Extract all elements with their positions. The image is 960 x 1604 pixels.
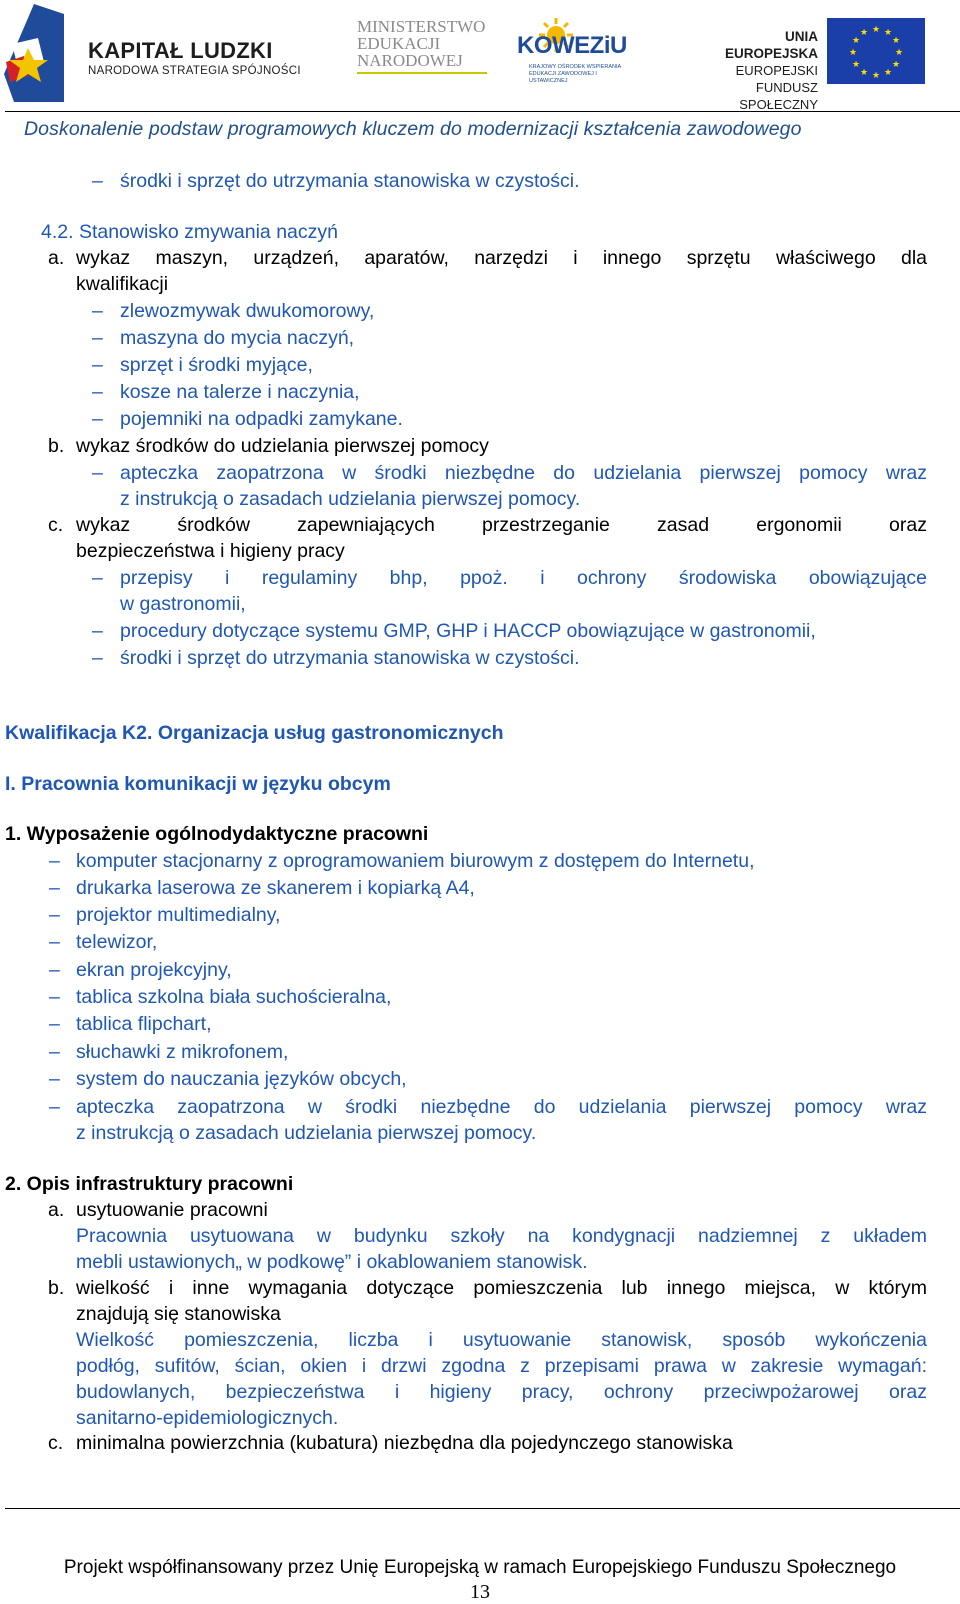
koweziu-name: KOWEZiU bbox=[517, 32, 627, 59]
list-item: ekran projekcyjny, bbox=[76, 959, 232, 981]
ministerstwo-logo bbox=[357, 18, 487, 74]
list-text-c-line-2: bezpieczeństwa i higieny pracy bbox=[76, 540, 345, 562]
svg-text:★: ★ bbox=[859, 68, 869, 78]
ministerstwo-line-3: NARODOWEJ bbox=[357, 51, 463, 70]
list-item: pojemniki na odpadki zamykane. bbox=[120, 408, 403, 430]
dash-bullet: – bbox=[92, 567, 103, 589]
ue-line-1: UNIA EUROPEJSKA bbox=[724, 29, 818, 61]
dash-bullet: – bbox=[49, 877, 60, 899]
koweziu-sub-1: KRAJOWY OŚRODEK WSPIERANIA bbox=[529, 64, 622, 70]
svg-text:★: ★ bbox=[851, 60, 861, 70]
svg-text:★: ★ bbox=[871, 25, 881, 35]
paragraph-line: budowlanych, bezpieczeństwa i higieny pracy, ochrony przeciwpożarowej oraz bbox=[76, 1381, 927, 1403]
svg-text:★: ★ bbox=[848, 48, 858, 58]
dash-bullet: – bbox=[49, 1013, 60, 1035]
koweziu-sub-2: EDUKACJI ZAWODOWEJ I USTAWICZNEJ bbox=[529, 71, 597, 84]
dash-bullet: – bbox=[49, 1068, 60, 1090]
dash-bullet: – bbox=[49, 1041, 60, 1063]
list-item: tablica szkolna biała suchościeralna, bbox=[76, 986, 392, 1008]
dash-bullet: – bbox=[92, 462, 103, 484]
list-text-a: usytuowanie pracowni bbox=[76, 1199, 268, 1221]
list-text-a-line-2: kwalifikacji bbox=[76, 273, 169, 295]
dash-bullet: – bbox=[92, 408, 103, 430]
ministerstwo-line-2: EDUKACJI bbox=[357, 34, 441, 53]
page-number: 13 bbox=[470, 1581, 490, 1603]
dash-bullet: – bbox=[49, 904, 60, 926]
ue-text bbox=[690, 28, 818, 113]
list-text-b-line-2: znajdują się stanowiska bbox=[76, 1303, 281, 1325]
list-item: projektor multimedialny, bbox=[76, 904, 281, 926]
paragraph-line: Wielkość pomieszczenia, liczba i usytuowanie stanowisk, sposób wykończenia bbox=[76, 1329, 927, 1351]
list-item: procedury dotyczące systemu GMP, GHP i HACCP obowiązujące w gastronomii, bbox=[120, 620, 816, 642]
list-item: słuchawki z mikrofonem, bbox=[76, 1041, 289, 1063]
list-item: system do nauczania języków obcych, bbox=[76, 1068, 407, 1090]
list-text-c-line-1: wykaz środków zapewniających przestrzeganie zasad ergonomii oraz bbox=[76, 514, 927, 536]
list-item: apteczka zaopatrzona w środki niezbędne do udzielania pierwszej pomocy wraz bbox=[120, 462, 927, 484]
logo-bar bbox=[0, 0, 960, 112]
ministerstwo-line-1: MINISTERSTWO bbox=[357, 17, 486, 36]
svg-text:★: ★ bbox=[859, 28, 869, 38]
dash-bullet: – bbox=[49, 850, 60, 872]
footer-text: Projekt współfinansowany przez Unię Europejską w ramach Europejskiego Funduszu Społecznego bbox=[63, 1557, 897, 1578]
document-header: Doskonalenie podstaw programowych kluczem do modernizacji kształcenia zawodowego bbox=[24, 118, 802, 140]
paragraph-line: Pracownia usytuowana w budynku szkoły na kondygnacji nadziemnej z układem bbox=[76, 1225, 927, 1247]
dash-bullet: – bbox=[49, 931, 60, 953]
dash-bullet: – bbox=[92, 300, 103, 322]
dash-bullet: – bbox=[49, 986, 60, 1008]
svg-text:★: ★ bbox=[871, 71, 881, 81]
list-item: maszyna do mycia naczyń, bbox=[120, 327, 355, 349]
dash-bullet: – bbox=[92, 647, 103, 669]
section-heading-4-2: 4.2. Stanowisko zmywania naczyń bbox=[41, 221, 338, 243]
list-item: drukarka laserowa ze skanerem i kopiarką A4, bbox=[76, 877, 475, 899]
header-rule bbox=[5, 111, 960, 112]
paragraph-line: podłóg, sufitów, ścian, okien i drzwi zgodna z przepisami prawa w zakresie wymagań: bbox=[76, 1355, 927, 1377]
svg-text:★: ★ bbox=[891, 60, 901, 70]
list-item: telewizor, bbox=[76, 931, 158, 953]
dash-bullet: – bbox=[92, 354, 103, 376]
list-marker-c: c. bbox=[48, 514, 64, 536]
section-1-heading: 1. Wyposażenie ogólnodydaktyczne pracowni bbox=[5, 823, 429, 845]
svg-text:★: ★ bbox=[851, 36, 861, 46]
dash-bullet: – bbox=[92, 327, 103, 349]
dash-bullet: – bbox=[92, 620, 103, 642]
list-item: środki i sprzęt do utrzymania stanowiska w czystości. bbox=[120, 170, 580, 192]
section-2-heading: 2. Opis infrastruktury pracowni bbox=[5, 1173, 294, 1195]
list-item-continuation: w gastronomii, bbox=[120, 593, 246, 615]
list-item: kosze na talerze i naczynia, bbox=[120, 381, 360, 403]
ue-line-3: FUNDUSZ SPOŁECZNY bbox=[739, 80, 818, 112]
qualification-heading: Kwalifikacja K2. Organizacja usług gastronomicznych bbox=[5, 722, 504, 744]
list-item: sprzęt i środki myjące, bbox=[120, 354, 313, 376]
kapital-ludzki-subtitle: NARODOWA STRATEGIA SPÓJNOŚCI bbox=[88, 65, 301, 77]
svg-text:★: ★ bbox=[883, 68, 893, 78]
list-item: przepisy i regulaminy bhp, ppoż. i ochrony środowiska obowiązujące bbox=[120, 567, 927, 589]
ue-line-2: EUROPEJSKI bbox=[735, 63, 818, 78]
list-item: zlewozmywak dwukomorowy, bbox=[120, 300, 375, 322]
koweziu-logo bbox=[517, 18, 635, 84]
dash-bullet: – bbox=[49, 1096, 60, 1118]
list-marker-b: b. bbox=[48, 435, 65, 457]
list-item-continuation: z instrukcją o zasadach udzielania pierwszej pomocy. bbox=[120, 488, 581, 510]
list-item: komputer stacjonarny z oprogramowaniem biurowym z dostępem do Internetu, bbox=[76, 850, 755, 872]
dash-bullet: – bbox=[92, 381, 103, 403]
list-marker-a: a. bbox=[48, 1199, 65, 1221]
paragraph-line: mebli ustawionych„ w podkowę” i okablowaniem stanowisk. bbox=[76, 1251, 588, 1273]
dash-bullet: – bbox=[49, 959, 60, 981]
paragraph-line: sanitarno-epidemiologicznych. bbox=[76, 1407, 339, 1429]
svg-text:★: ★ bbox=[894, 48, 904, 58]
kapital-ludzki-title: KAPITAŁ LUDZKI bbox=[88, 38, 273, 63]
list-item: tablica flipchart, bbox=[76, 1013, 212, 1035]
list-text-b-line-1: wielkość i inne wymagania dotyczące pomieszczenia lub innego miejsca, w którym bbox=[76, 1277, 927, 1299]
list-marker-a: a. bbox=[48, 247, 65, 269]
list-item: środki i sprzęt do utrzymania stanowiska w czystości. bbox=[120, 647, 580, 669]
list-marker-b: b. bbox=[48, 1277, 65, 1299]
footer-rule bbox=[5, 1508, 960, 1509]
list-marker-c: c. bbox=[48, 1432, 64, 1454]
svg-text:★: ★ bbox=[883, 28, 893, 38]
kapital-ludzki-logo-icon bbox=[4, 4, 64, 102]
list-item-continuation: z instrukcją o zasadach udzielania pierwszej pomocy. bbox=[76, 1122, 537, 1144]
list-text-c: minimalna powierzchnia (kubatura) niezbędna dla pojedynczego stanowiska bbox=[76, 1432, 733, 1454]
eu-flag-icon bbox=[827, 18, 925, 84]
dash-bullet: – bbox=[92, 170, 103, 192]
svg-text:★: ★ bbox=[891, 36, 901, 46]
list-text-a-line-1: wykaz maszyn, urządzeń, aparatów, narzędzi i innego sprzętu właściwego dla bbox=[76, 247, 927, 269]
list-item: apteczka zaopatrzona w środki niezbędne do udzielania pierwszej pomocy wraz bbox=[76, 1096, 927, 1118]
workshop-heading: I. Pracownia komunikacji w języku obcym bbox=[5, 773, 391, 795]
list-text-b: wykaz środków do udzielania pierwszej pomocy bbox=[76, 435, 489, 457]
